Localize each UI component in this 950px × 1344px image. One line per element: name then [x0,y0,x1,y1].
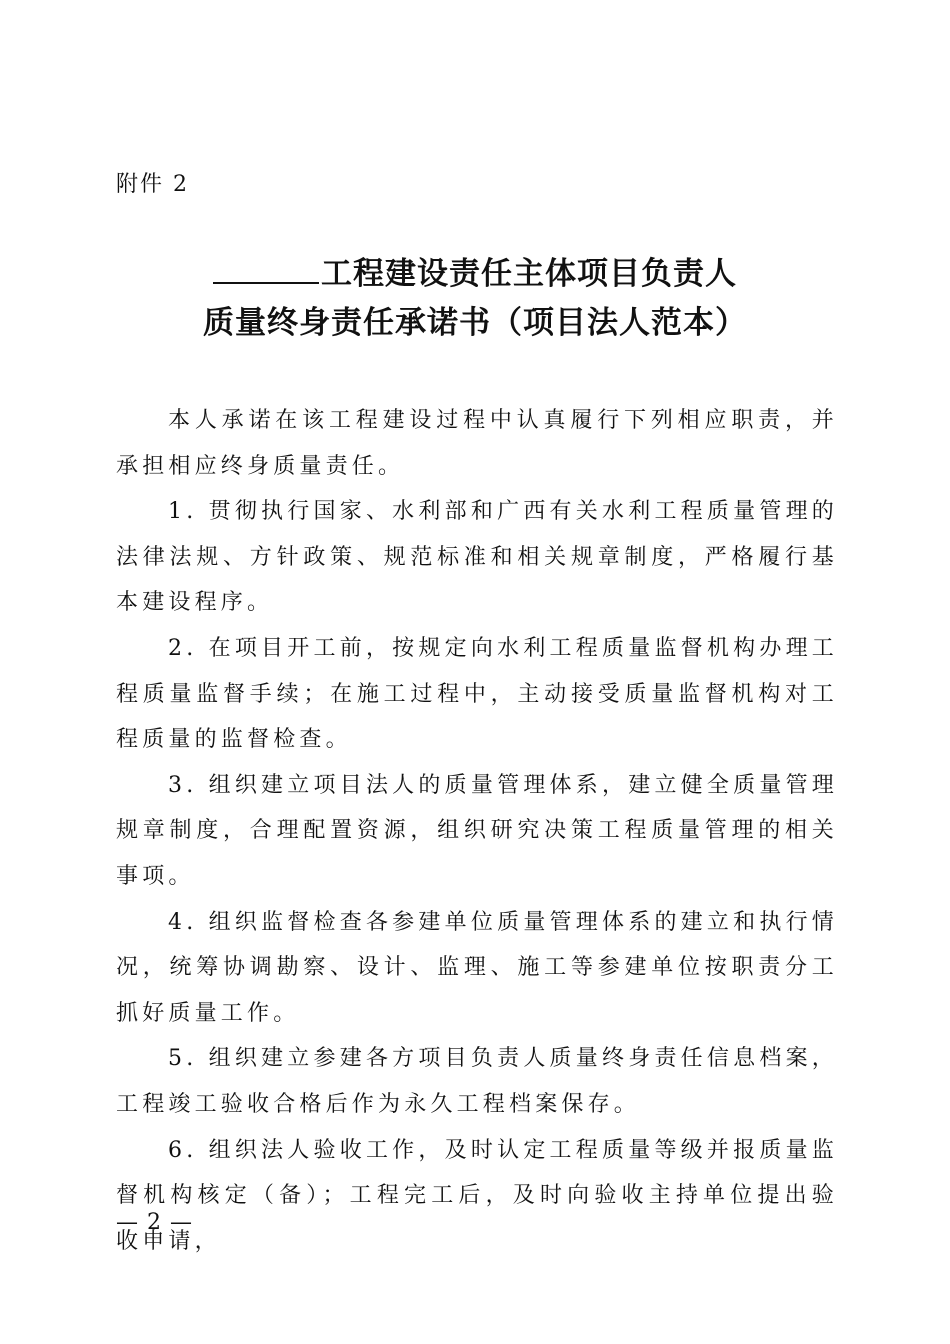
paragraph-item-1: 1. 贯彻执行国家、水利部和广西有关水利工程质量管理的法律法规、方针政策、规范标准和相关规章制度，严格履行基本建设程序。 [116,499,838,616]
attachment-label: 附件 2 [116,172,189,197]
document-title-line-2: 质量终身责任承诺书（项目法人范本） [203,305,747,341]
paragraph-item-3: 3. 组织建立项目法人的质量管理体系，建立健全质量管理规章制度，合理配置资源，组织研究决策工程质量管理的相关事项。 [116,772,838,889]
page-number: — 2 — [116,1210,193,1235]
paragraph-intro: 本人承诺在该工程建设过程中认真履行下列相应职责，并承担相应终身质量责任。 [116,408,838,479]
paragraph-item-2: 2. 在项目开工前，按规定向水利工程质量监督机构办理工程质量监督手续；在施工过程中，主动接受质量监督机构对工程质量的监督检查。 [116,635,838,753]
paragraph-item-4: 4. 组织监督检查各参建单位质量管理体系的建立和执行情况，统筹协调勘察、设计、监理、施工等参建单位按职责分工抓好质量工作。 [116,909,838,1026]
paragraph-item-6: 6. 组织法人验收工作，及时认定工程质量等级并报质量监督机构核定（备）；工程完工后，及时向验收主持单位提出验收申请， [116,1137,838,1254]
document-body [116,398,838,1264]
title-blank-underline [213,252,319,284]
title-line-1-text: 工程建设责任主体项目负责人 [321,256,737,292]
paragraph-item-5: 5. 组织建立参建各方项目负责人质量终身责任信息档案，工程竣工验收合格后作为永久工程档案保存。 [116,1046,838,1117]
document-title-line-1 [0,252,950,294]
